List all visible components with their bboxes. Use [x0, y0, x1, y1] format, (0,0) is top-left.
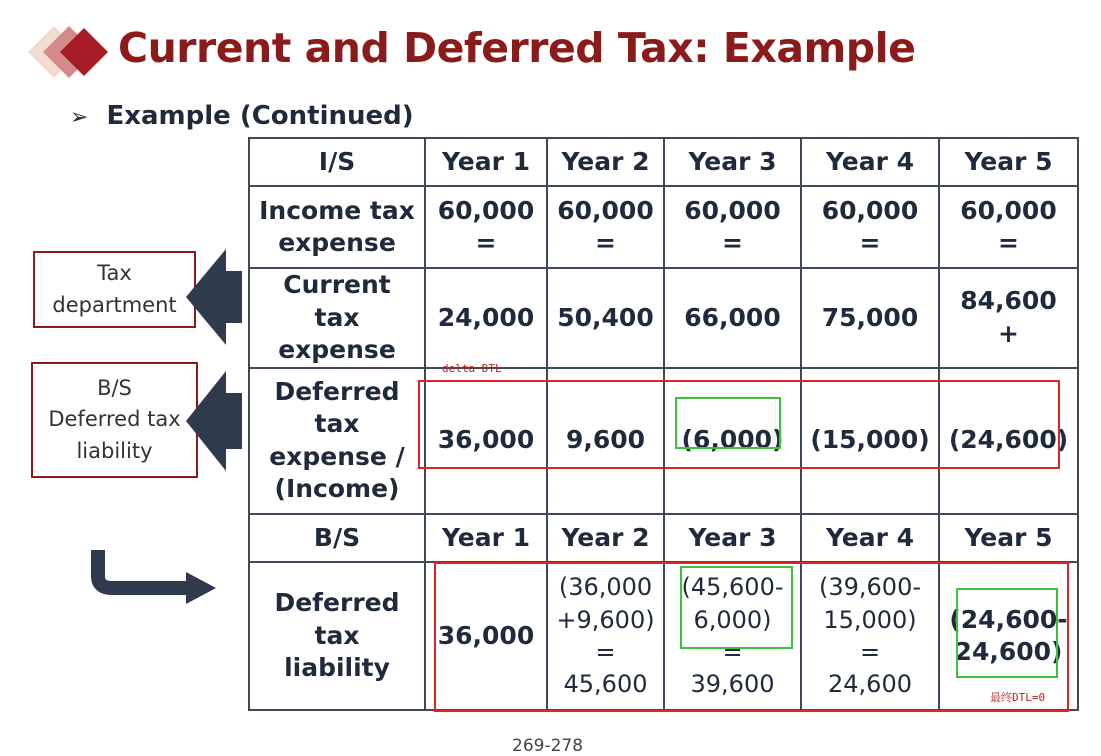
header-cell: Year 5: [939, 514, 1078, 562]
subtitle-text: Example (Continued): [106, 101, 414, 131]
table-cell: (24,600- 24,600): [939, 562, 1078, 710]
header-cell: Year 2: [547, 514, 664, 562]
table-cell: (24,600): [939, 368, 1078, 514]
header-cell: Year 3: [664, 138, 801, 186]
table-cell: (36,000 +9,600) = 45,600: [547, 562, 664, 710]
table-cell: 60,000 =: [939, 186, 1078, 268]
row-label: Deferred tax liability: [249, 562, 425, 710]
table-cell: 9,600: [547, 368, 664, 514]
diamonds-icon: [28, 22, 112, 82]
header-cell: Year 4: [801, 138, 939, 186]
subtitle: [70, 101, 414, 131]
header-cell: Year 1: [425, 514, 547, 562]
table-cell: 24,000: [425, 268, 547, 368]
row-label: Income tax expense: [249, 186, 425, 268]
header-cell: Year 4: [801, 514, 939, 562]
deferred-tax-liability-label: B/S Deferred tax liability: [48, 375, 181, 463]
table-cell: 60,000 =: [547, 186, 664, 268]
header-cell: Year 1: [425, 138, 547, 186]
table-cell: 60,000 =: [425, 186, 547, 268]
curved-arrow-icon: [88, 548, 218, 604]
table-cell: 84,600 +: [939, 268, 1078, 368]
income-statement-table: [248, 137, 1079, 515]
page-title: Current and Deferred Tax: Example: [118, 24, 916, 72]
table-cell: 66,000: [664, 268, 801, 368]
balance-sheet-table: [248, 513, 1079, 711]
table-cell: (15,000): [801, 368, 939, 514]
table-row: [249, 268, 1078, 368]
header-cell: Year 3: [664, 514, 801, 562]
header-cell: B/S: [249, 514, 425, 562]
table-cell: 50,400: [547, 268, 664, 368]
row-label: Current tax expense: [249, 268, 425, 368]
table-cell: 36,000: [425, 562, 547, 710]
table-row: [249, 368, 1078, 514]
delta-dtl-note: delta DTL: [442, 362, 502, 375]
table-row: [249, 562, 1078, 710]
arrow-left-icon: [186, 371, 242, 471]
table-cell: 60,000 =: [664, 186, 801, 268]
table-header-row: [249, 138, 1078, 186]
table-cell: (6,000): [664, 368, 801, 514]
page-number: 269-278: [512, 736, 584, 756]
arrow-bullet-icon: ➢: [70, 105, 89, 130]
table-header-row: [249, 514, 1078, 562]
table-cell: 36,000: [425, 368, 547, 514]
table-cell: (39,600- 15,000) = 24,600: [801, 562, 939, 710]
arrow-left-icon: [186, 249, 242, 345]
header-cell: I/S: [249, 138, 425, 186]
final-dtl-note: 最终DTL=0: [990, 691, 1046, 704]
header-cell: Year 5: [939, 138, 1078, 186]
table-cell: (45,600- 6,000) = 39,600: [664, 562, 801, 710]
header-cell: Year 2: [547, 138, 664, 186]
row-label: Deferred tax expense / (Income): [249, 368, 425, 514]
table-cell: 75,000: [801, 268, 939, 368]
tax-department-label: Tax department: [52, 261, 177, 317]
tax-department-box: [33, 251, 196, 328]
table-cell: 60,000 =: [801, 186, 939, 268]
table-row: [249, 186, 1078, 268]
deferred-tax-liability-box: [31, 362, 198, 478]
